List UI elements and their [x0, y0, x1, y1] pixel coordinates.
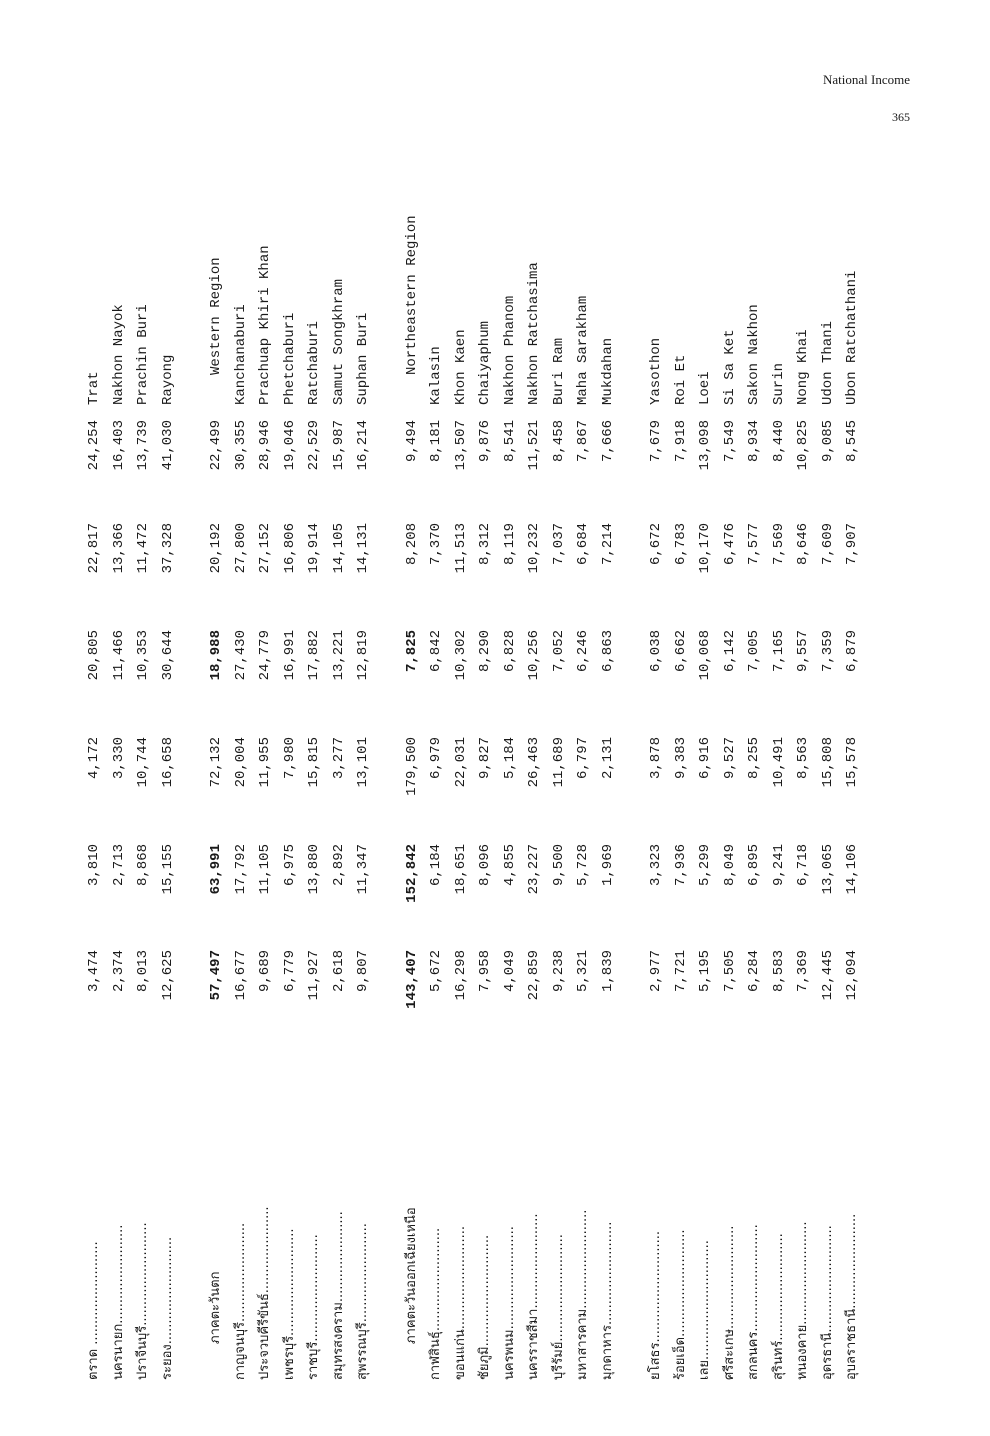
table-row [522, 100, 546, 1380]
value-cell: 11,472 [135, 523, 151, 574]
value-cell: 8,049 [721, 844, 738, 887]
value-cell: 13,098 [697, 420, 713, 471]
value-cell: 5,321 [575, 950, 591, 993]
value-cell: 6,895 [746, 844, 762, 887]
value-cell: 9,876 [477, 420, 493, 463]
value-cell: 9,827 [477, 737, 493, 780]
value-cell: 10,170 [697, 523, 713, 574]
table-row [424, 100, 448, 1380]
region-header-row [400, 100, 424, 1380]
english-name: Chaiyaphum [477, 320, 493, 405]
value-cell: 6,184 [428, 844, 444, 887]
value-cell: 7,721 [672, 950, 689, 993]
value-cell: 143,407 [403, 950, 420, 1009]
english-name: Roi Et [672, 354, 689, 405]
value-cell: 4,855 [501, 844, 518, 887]
provincial-income-table [82, 100, 922, 1380]
thai-name: ปราจีนบุรี......................... [135, 1222, 150, 1380]
english-name: Buri Ram [550, 337, 567, 405]
value-cell: 12,094 [844, 950, 860, 1001]
table-row [278, 100, 302, 1380]
value-cell: 9,527 [721, 737, 738, 780]
table-row [82, 100, 106, 1380]
value-cell: 22,859 [526, 950, 542, 1001]
table-row [547, 100, 571, 1380]
thai-name: ระยอง.......................... [159, 1236, 175, 1380]
value-cell: 15,815 [306, 737, 322, 788]
value-cell: 15,155 [159, 844, 176, 895]
value-cell: 7,958 [477, 950, 493, 993]
value-cell: 2,131 [599, 737, 616, 780]
value-cell: 11,689 [550, 737, 567, 788]
value-cell: 6,842 [428, 630, 444, 673]
value-cell: 14,105 [330, 523, 347, 574]
thai-name: ภาคตะวันออกเฉียงเหนือ [403, 1207, 419, 1344]
value-cell: 24,254 [86, 420, 102, 471]
value-cell: 8,119 [501, 523, 518, 566]
value-cell: 15,987 [330, 420, 347, 471]
value-cell: 28,946 [257, 420, 273, 471]
value-cell: 16,403 [110, 420, 127, 471]
value-cell: 11,927 [306, 950, 322, 1001]
value-cell: 4,049 [501, 950, 518, 993]
value-cell: 5,728 [575, 844, 591, 887]
value-cell: 8,096 [477, 844, 493, 887]
thai-name: กาฬสินธุ์......................... [428, 1227, 443, 1380]
value-cell: 9,085 [819, 420, 836, 463]
value-cell: 11,466 [110, 630, 127, 681]
table-row [351, 100, 375, 1380]
value-cell: 6,718 [795, 844, 811, 887]
thai-name: นครนายก........................ [110, 1224, 126, 1380]
english-name: Khon Kaen [452, 329, 469, 405]
value-cell: 18,651 [452, 844, 469, 895]
value-cell: 7,867 [575, 420, 591, 463]
english-name: Samut Songkhram [330, 278, 347, 405]
value-cell: 12,445 [819, 950, 836, 1001]
table-row [596, 100, 620, 1380]
thai-name: ยโสธร........................... [648, 1230, 663, 1380]
value-cell: 7,052 [550, 630, 567, 673]
value-cell: 1,839 [599, 950, 616, 993]
value-cell: 8,541 [501, 420, 518, 463]
table-row [229, 100, 253, 1380]
value-cell: 7,370 [428, 523, 444, 566]
value-cell: 3,277 [330, 737, 347, 780]
value-cell: 13,065 [819, 844, 836, 895]
value-cell: 13,101 [355, 737, 371, 788]
table-row [131, 100, 155, 1380]
table-row [816, 100, 840, 1380]
value-cell: 7,825 [403, 630, 420, 673]
value-cell: 7,918 [672, 420, 689, 463]
table-row [498, 100, 522, 1380]
value-cell: 8,440 [770, 420, 787, 463]
value-cell: 6,142 [721, 630, 738, 673]
value-cell: 6,246 [575, 630, 591, 673]
value-cell: 18,988 [208, 630, 224, 681]
value-cell: 7,907 [844, 523, 860, 566]
value-cell: 17,792 [232, 844, 249, 895]
value-cell: 2,713 [110, 844, 127, 887]
value-cell: 2,977 [648, 950, 664, 993]
table-row [669, 100, 693, 1380]
value-cell: 6,038 [648, 630, 664, 673]
value-cell: 20,805 [86, 630, 102, 681]
value-cell: 6,797 [575, 737, 591, 780]
value-cell: 7,214 [599, 523, 616, 566]
english-name: Kalasin [428, 346, 444, 405]
value-cell: 6,284 [746, 950, 762, 993]
thai-name: บุรีรัมย์.......................... [550, 1234, 566, 1380]
value-cell: 41,030 [159, 420, 176, 471]
value-cell: 4,172 [86, 737, 102, 780]
english-name: Surin [770, 362, 787, 405]
value-cell: 6,779 [281, 950, 298, 993]
region-header-row [204, 100, 228, 1380]
thai-name: มุกดาหาร......................... [599, 1221, 615, 1380]
table-row [449, 100, 473, 1380]
value-cell: 2,618 [330, 950, 347, 993]
thai-name: มหาสารคาม........................ [575, 1209, 590, 1380]
value-cell: 9,807 [355, 950, 371, 993]
value-cell: 6,916 [697, 737, 713, 780]
value-cell: 72,132 [208, 737, 224, 788]
value-cell: 6,672 [648, 523, 664, 566]
value-cell: 13,221 [330, 630, 347, 681]
value-cell: 27,800 [232, 523, 249, 574]
value-cell: 8,208 [403, 523, 420, 566]
value-cell: 6,684 [575, 523, 591, 566]
thai-name: ประจวบคีรีขันธ์..................... [257, 1206, 272, 1380]
value-cell: 1,969 [599, 844, 616, 887]
thai-name: นครราชสีมา....................... [526, 1213, 541, 1380]
value-cell: 27,152 [257, 523, 273, 574]
thai-name: เพชรบุรี.......................... [281, 1228, 297, 1380]
value-cell: 10,744 [135, 737, 151, 788]
english-name: Nong Khai [795, 329, 811, 405]
value-cell: 11,347 [355, 844, 371, 895]
table-row [253, 100, 277, 1380]
english-name: Nakhon Nayok [110, 304, 127, 405]
value-cell: 24,779 [257, 630, 273, 681]
value-cell: 9,241 [770, 844, 787, 887]
table-row [571, 100, 595, 1380]
thai-name: ราชบุรี.......................... [306, 1234, 321, 1380]
value-cell: 12,625 [159, 950, 176, 1001]
value-cell: 10,232 [526, 523, 542, 574]
value-cell: 2,892 [330, 844, 347, 887]
english-name: Nakhon Ratchasima [526, 262, 542, 405]
value-cell: 10,353 [135, 630, 151, 681]
value-cell: 8,255 [746, 737, 762, 780]
value-cell: 15,578 [844, 737, 860, 788]
thai-name: สุพรรณบุรี........................ [355, 1223, 370, 1380]
table-row [107, 100, 131, 1380]
thai-name: อุดรธานี.......................... [819, 1225, 835, 1380]
value-cell: 7,369 [795, 950, 811, 993]
table-row [767, 100, 791, 1380]
value-cell: 16,298 [452, 950, 469, 1001]
value-cell: 7,980 [281, 737, 298, 780]
value-cell: 8,290 [477, 630, 493, 673]
value-cell: 5,299 [697, 844, 713, 887]
value-cell: 13,366 [110, 523, 127, 574]
value-cell: 7,936 [672, 844, 689, 887]
value-cell: 22,817 [86, 523, 102, 574]
value-cell: 9,238 [550, 950, 567, 993]
english-name: Mukdahan [599, 337, 616, 405]
value-cell: 3,330 [110, 737, 127, 780]
value-cell: 2,374 [110, 950, 127, 993]
english-name: Prachuap Khiri Khan [257, 245, 273, 405]
value-cell: 22,031 [452, 737, 469, 788]
thai-name: สกลนคร.......................... [746, 1224, 761, 1380]
value-cell: 16,991 [281, 630, 298, 681]
value-cell: 20,192 [208, 523, 224, 574]
value-cell: 8,013 [135, 950, 151, 993]
value-cell: 8,563 [795, 737, 811, 780]
value-cell: 179,500 [403, 737, 420, 796]
english-name: Rayong [159, 354, 176, 405]
value-cell: 19,914 [306, 523, 322, 574]
value-cell: 14,131 [355, 523, 371, 574]
value-cell: 7,666 [599, 420, 616, 463]
english-name: Nakhon Phanom [501, 295, 518, 405]
table-row [742, 100, 766, 1380]
value-cell: 10,825 [795, 420, 811, 471]
value-cell: 3,810 [86, 844, 102, 887]
value-cell: 10,256 [526, 630, 542, 681]
value-cell: 20,004 [232, 737, 249, 788]
value-cell: 16,658 [159, 737, 176, 788]
value-cell: 7,569 [770, 523, 787, 566]
value-cell: 10,068 [697, 630, 713, 681]
table-row [693, 100, 717, 1380]
value-cell: 6,879 [844, 630, 860, 673]
value-cell: 11,955 [257, 737, 273, 788]
value-cell: 7,037 [550, 523, 567, 566]
value-cell: 9,500 [550, 844, 567, 887]
english-name: Ratchaburi [306, 320, 322, 405]
value-cell: 152,842 [403, 844, 420, 903]
english-name: Loei [697, 371, 713, 405]
value-cell: 19,046 [281, 420, 298, 471]
english-name: Suphan Buri [355, 312, 371, 405]
thai-name: ชัยภูมิ........................... [477, 1234, 492, 1380]
english-name: Northeastern Region [403, 215, 420, 375]
english-name: Phetchaburi [281, 312, 298, 405]
thai-name: สมุทรสงคราม...................... [330, 1211, 346, 1380]
english-name: Trat [86, 371, 102, 405]
value-cell: 7,679 [648, 420, 664, 463]
english-name: Kanchanaburi [232, 304, 249, 405]
value-cell: 6,828 [501, 630, 518, 673]
thai-name: สุรินทร์.......................... [770, 1233, 786, 1380]
table-row [840, 100, 864, 1380]
value-cell: 3,323 [648, 844, 664, 887]
table-row [791, 100, 815, 1380]
table-row [473, 100, 497, 1380]
value-cell: 5,184 [501, 737, 518, 780]
value-cell: 8,868 [135, 844, 151, 887]
thai-name: ศรีสะเกษ......................... [721, 1225, 737, 1380]
value-cell: 15,808 [819, 737, 836, 788]
page-number: 365 [892, 110, 910, 124]
english-name: Prachin Buri [135, 304, 151, 405]
value-cell: 8,583 [770, 950, 787, 993]
value-cell: 7,165 [770, 630, 787, 673]
value-cell: 9,383 [672, 737, 689, 780]
value-cell: 8,646 [795, 523, 811, 566]
value-cell: 8,181 [428, 420, 444, 463]
value-cell: 8,458 [550, 420, 567, 463]
value-cell: 7,505 [721, 950, 738, 993]
value-cell: 7,549 [721, 420, 738, 463]
value-cell: 30,644 [159, 630, 176, 681]
english-name: Sakon Nakhon [746, 304, 762, 405]
english-name: Ubon Ratchathani [844, 270, 860, 405]
value-cell: 22,529 [306, 420, 322, 471]
thai-name: ภาคตะวันตก [208, 1271, 223, 1344]
value-cell: 8,312 [477, 523, 493, 566]
value-cell: 9,557 [795, 630, 811, 673]
english-name: Western Region [208, 257, 224, 375]
value-cell: 9,494 [403, 420, 420, 463]
value-cell: 9,689 [257, 950, 273, 993]
value-cell: 57,497 [208, 950, 224, 1001]
value-cell: 16,677 [232, 950, 249, 1001]
value-cell: 7,359 [819, 630, 836, 673]
table-row [644, 100, 668, 1380]
english-name: Udon Thani [819, 320, 836, 405]
english-name: Yasothon [648, 337, 664, 405]
table-row [718, 100, 742, 1380]
value-cell: 7,577 [746, 523, 762, 566]
value-cell: 23,227 [526, 844, 542, 895]
value-cell: 8,934 [746, 420, 762, 463]
value-cell: 11,105 [257, 844, 273, 895]
value-cell: 6,476 [721, 523, 738, 566]
value-cell: 12,819 [355, 630, 371, 681]
value-cell: 37,328 [159, 523, 176, 574]
english-name: Si Sa Ket [721, 329, 738, 405]
thai-name: กาญจนบุรี........................ [232, 1222, 248, 1380]
thai-name: ขอนแก่น......................... [452, 1225, 468, 1380]
value-cell: 10,491 [770, 737, 787, 788]
value-cell: 6,783 [672, 523, 689, 566]
value-cell: 27,430 [232, 630, 249, 681]
value-cell: 11,513 [452, 523, 469, 574]
thai-name: ตราด ......................... [86, 1241, 101, 1380]
value-cell: 5,672 [428, 950, 444, 993]
value-cell: 7,609 [819, 523, 836, 566]
value-cell: 7,005 [746, 630, 762, 673]
value-cell: 63,991 [208, 844, 224, 895]
thai-name: เลย............................. [697, 1240, 712, 1380]
thai-name: นครพนม......................... [501, 1226, 517, 1380]
value-cell: 22,499 [208, 420, 224, 471]
table-row [156, 100, 180, 1380]
value-cell: 6,863 [599, 630, 616, 673]
value-cell: 11,521 [526, 420, 542, 471]
english-name: Maha Sarakham [575, 295, 591, 405]
table-row [327, 100, 351, 1380]
thai-name: ร้อยเอ็ด.......................... [672, 1229, 688, 1380]
value-cell: 26,463 [526, 737, 542, 788]
running-title: National Income [823, 72, 910, 87]
table-row [302, 100, 326, 1380]
value-cell: 10,302 [452, 630, 469, 681]
value-cell: 14,106 [844, 844, 860, 895]
thai-name: หนองคาย......................... [795, 1221, 810, 1380]
value-cell: 8,545 [844, 420, 860, 463]
value-cell: 13,739 [135, 420, 151, 471]
value-cell: 13,880 [306, 844, 322, 895]
value-cell: 6,975 [281, 844, 298, 887]
value-cell: 6,662 [672, 630, 689, 673]
value-cell: 3,878 [648, 737, 664, 780]
value-cell: 3,474 [86, 950, 102, 993]
thai-name: อุบลราชธานี....................... [844, 1213, 859, 1380]
value-cell: 17,882 [306, 630, 322, 681]
value-cell: 30,355 [232, 420, 249, 471]
value-cell: 6,979 [428, 737, 444, 780]
value-cell: 5,195 [697, 950, 713, 993]
value-cell: 16,806 [281, 523, 298, 574]
value-cell: 13,507 [452, 420, 469, 471]
value-cell: 16,214 [355, 420, 371, 471]
